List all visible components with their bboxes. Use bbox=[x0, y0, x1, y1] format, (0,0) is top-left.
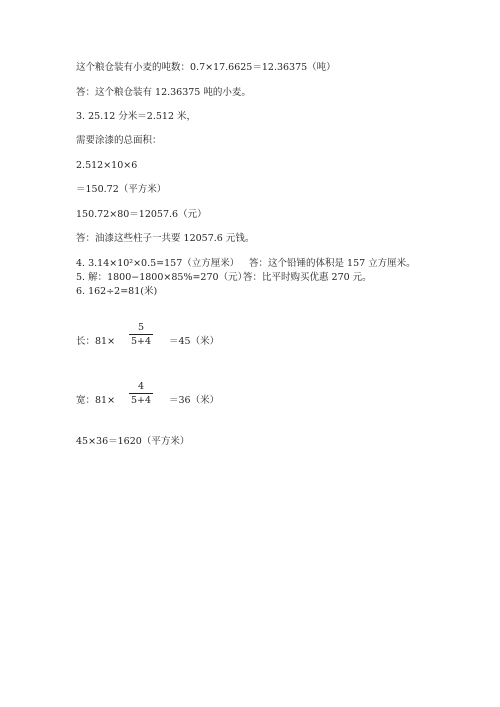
final-area-line: 45×36＝1620（平方米） bbox=[76, 436, 190, 447]
width-prefix: 宽：81× bbox=[76, 395, 116, 406]
paint-area-heading: 需要涂漆的总面积： bbox=[76, 135, 162, 146]
fraction-bar bbox=[129, 393, 153, 394]
length-denominator: 5+4 bbox=[130, 336, 152, 347]
problem-4-answer: 答：这个铅锤的体积是 157 立方厘米。 bbox=[249, 258, 416, 269]
wheat-tonnage-line: 这个粮仓装有小麦的吨数：0.7×17.6625＝12.36375（吨） bbox=[76, 62, 336, 73]
length-numerator: 5 bbox=[137, 322, 145, 333]
width-result: ＝36（米） bbox=[169, 395, 220, 406]
width-fraction bbox=[129, 381, 153, 406]
width-denominator: 5+4 bbox=[130, 395, 152, 406]
problem-6-expression: 6. 162÷2=81(米) bbox=[76, 286, 158, 297]
length-prefix: 长：81× bbox=[76, 336, 116, 347]
area-expression: 2.512×10×6 bbox=[76, 160, 138, 171]
wheat-answer-line: 答：这个粮仓装有 12.36375 吨的小麦。 bbox=[76, 87, 251, 98]
width-numerator: 4 bbox=[137, 381, 145, 392]
cost-expression: 150.72×80＝12057.6（元） bbox=[76, 209, 207, 220]
problem-5-answer: 答：比平时购买优惠 270 元。 bbox=[243, 272, 372, 283]
cost-answer-line: 答：油漆这些柱子一共要 12057.6 元钱。 bbox=[76, 233, 255, 244]
problem-5-expression: 5. 解：1800−1800×85%=270（元） bbox=[76, 272, 248, 283]
length-result: ＝45（米） bbox=[169, 336, 220, 347]
problem-3-conversion: 3. 25.12 分米＝2.512 米， bbox=[76, 111, 197, 122]
length-fraction bbox=[129, 322, 153, 347]
area-result: ＝150.72（平方米） bbox=[76, 184, 167, 195]
fraction-bar bbox=[129, 334, 153, 335]
problem-4-expression: 4. 3.14×10²×0.5=157（立方厘米） bbox=[76, 258, 240, 269]
